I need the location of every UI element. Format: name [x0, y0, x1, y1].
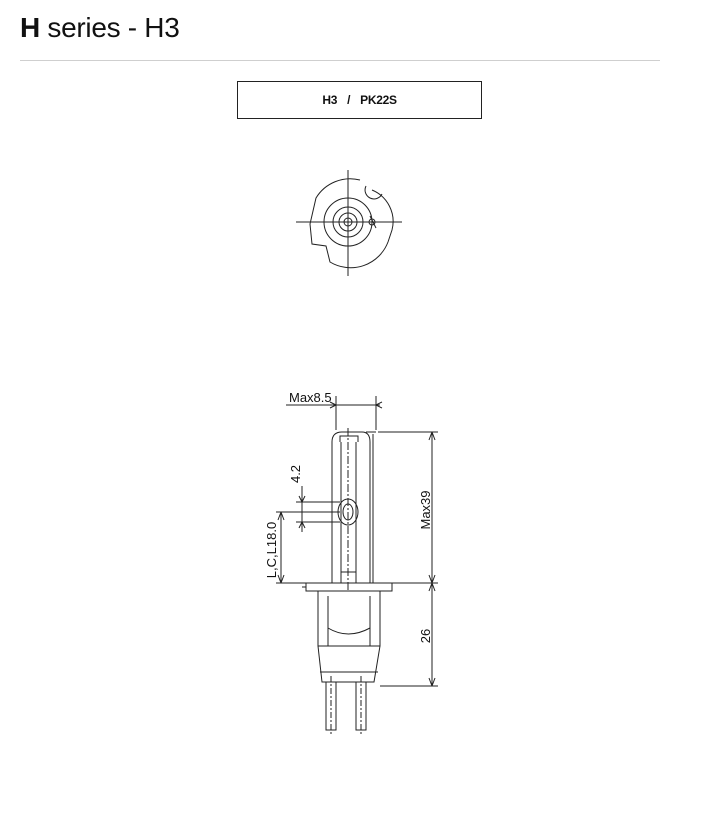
- dimension-lines: [276, 396, 438, 686]
- page-title-bold: H: [20, 12, 40, 43]
- base-body: [318, 591, 380, 682]
- bulb-tip: [340, 436, 358, 442]
- dim-light-center: L,C,L18.0: [264, 521, 279, 579]
- base-top-view: [296, 170, 402, 276]
- base-type-label: PK22S: [360, 93, 397, 107]
- lamp-side-view: [302, 428, 392, 736]
- page-title-rest: series - H3: [39, 12, 180, 43]
- base-neck: [328, 628, 370, 634]
- dim-max-length: Max39: [418, 490, 433, 530]
- dim-filament-offset: 4.2: [288, 464, 303, 484]
- bulb-glass: [332, 432, 370, 583]
- lamp-type-label: H3: [322, 93, 338, 107]
- dim-max-width: Max8.5: [289, 390, 332, 405]
- flange-notch: [365, 186, 382, 199]
- spec-separator: /: [347, 93, 351, 107]
- dim-base-length: 26: [418, 628, 433, 644]
- base-flange: [306, 583, 392, 591]
